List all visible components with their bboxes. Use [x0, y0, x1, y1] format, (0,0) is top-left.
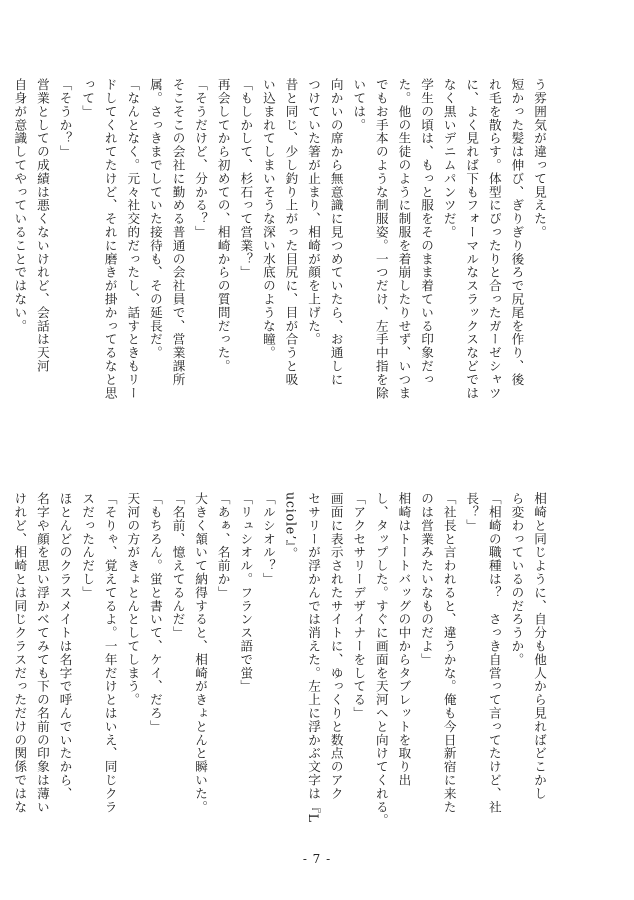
text-line: 画面に表示されたサイトに、ゆっくりと数点のアク [328, 492, 344, 801]
text-line: そこそこの会社に勤める普通の会社員で、営業課所 [170, 78, 186, 387]
text-line: ら変わっているのだろうか。 [509, 492, 525, 667]
text-line: た。他の生徒のように制服を着崩したりせず、いつま [396, 78, 412, 400]
text-line: 自身が意識してやっていることではない。 [12, 78, 28, 333]
text-line: 「あぁ、名前か」 [215, 492, 231, 600]
text-line: ほとんどのクラスメイトは名字で呼んでいたから、 [57, 492, 73, 801]
text-line: 「相崎の職種は？ さっき自営って言ってたけど、社 [486, 492, 502, 814]
text-line: 「そうだけど、分かる？」 [193, 78, 209, 239]
text-line: 「もちろん。蛍と書いて、ケイ、だろ」 [147, 492, 163, 734]
text-line: 「アクセサリーデザイナーをしてる」 [351, 492, 367, 720]
text-line: う雰囲気が違って見えた。 [532, 78, 547, 239]
text-line: 短かった髪は伸び、ぎりぎり後ろで尻尾を作り、後 [509, 78, 525, 387]
text-line: 長？」 [464, 492, 480, 533]
text-line: 「なんとなく。元々社交的だったし、話すときもリー [125, 78, 141, 400]
text-line: 相崎はトートバッグの中からタブレットを取り出 [396, 492, 412, 787]
text-line: し、タップした。すぐに画面を天河へと向けてくれる。 [373, 492, 389, 827]
text-block-lower [12, 492, 550, 864]
text-line: 属。さっきまでしていた接待も、その延長だ。 [147, 78, 163, 360]
text-line: でもお手本のような制服姿。一つだけ、左手中指を除 [373, 78, 389, 400]
text-block-upper [12, 78, 550, 450]
text-line: ドしてくれてたけど、それに磨きが掛かってるなと思 [102, 78, 118, 400]
text-line: 「もしかして、杉石って営業？」 [238, 78, 254, 279]
text-line: 営業としての成績は悪くないけれど、会話は天河 [34, 78, 50, 373]
text-line: 「ルシオル？」 [260, 492, 276, 586]
text-line: 「名前、憶えてるんだ」 [170, 492, 186, 640]
text-line: つけていた箸が止まり、相崎が顔を上げた。 [306, 78, 322, 346]
text-line: に、よく見れば下もフォーマルなスラックスなどでは [464, 78, 480, 400]
text-line: 名字や顔を思い浮かべてみても下の名前の印象は薄い [34, 492, 50, 814]
text-line: 学生の頃は、もっと服をそのまま着ている印象だっ [419, 78, 435, 387]
text-line: なく黒いデニムパンツだ。 [441, 78, 457, 239]
page-number: - 7 - [302, 852, 332, 866]
text-line: 昔と同じ、少し釣り上がった目尻に、目が合うと吸 [283, 78, 299, 387]
text-line: 天河の方がきょとんとしてしまう。 [125, 492, 141, 707]
text-line: スだったんだし」 [80, 492, 96, 600]
text-line: 「そりゃ、覚えてるよ。一年だけとはいえ、同じクラ [102, 492, 118, 814]
text-line: ucioleʼ』。 [283, 492, 299, 561]
text-line: 「そうか？」 [57, 78, 73, 159]
text-line: いては。 [351, 78, 367, 132]
text-line: 相崎と同じように、自分も他人から見ればどこかし [532, 492, 547, 801]
text-line: のは営業みたいなものだよ」 [419, 492, 435, 667]
text-line: 向かいの席から無意識に見つめていたら、お通しに [328, 78, 344, 387]
text-line: セサリーが浮かんでは消えた。左上に浮かぶ文字は『L [306, 492, 322, 823]
text-line: 再会してから初めての、相崎からの質問だった。 [215, 78, 231, 373]
text-line: い込まれてしまいそうな深い水底のような瞳。 [260, 78, 276, 360]
text-line: れ毛を散らす。体型にぴったりと合ったガーゼシャツ [486, 78, 502, 400]
text-line: 「社長と言われると、違うかな。俺も今日新宿に来た [441, 492, 457, 814]
text-line: けれど、相崎とは同じクラスだっただけの関係ではな [12, 492, 28, 814]
text-line: 「リュシオル。フランス語で蛍」 [238, 492, 254, 693]
text-line: 大きく頷いて納得すると、相崎がきょとんと瞬いた。 [193, 492, 209, 814]
text-line: って」 [80, 78, 96, 119]
